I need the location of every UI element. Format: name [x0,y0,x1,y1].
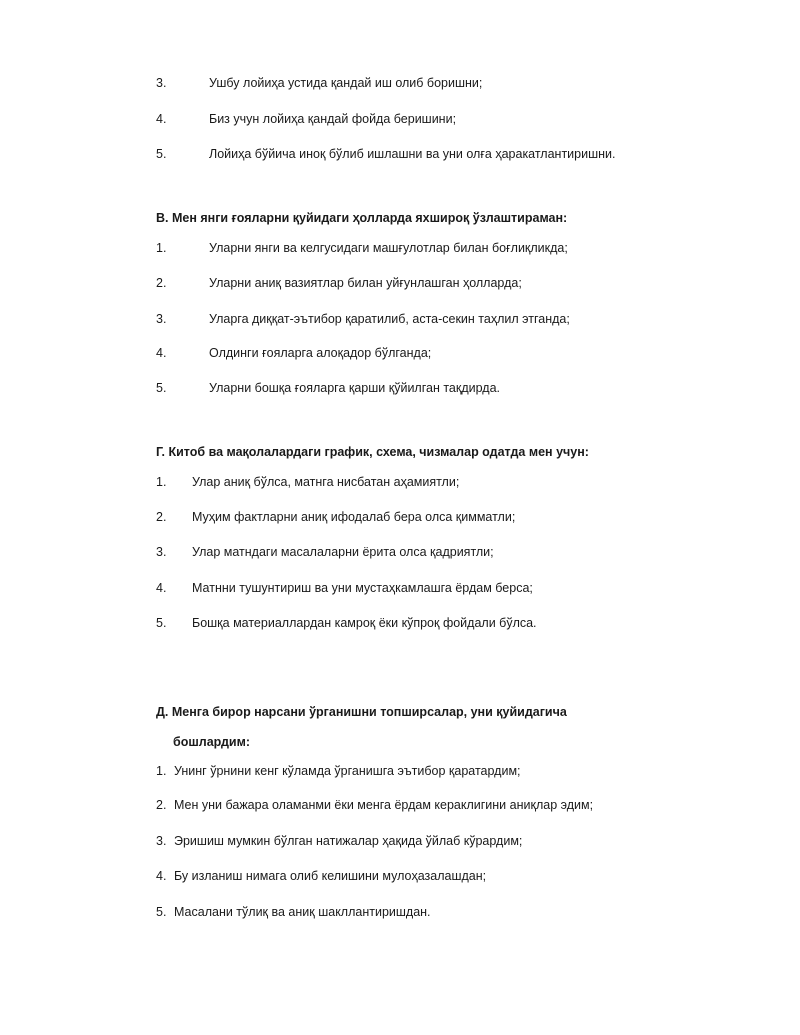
list-item-text: Улар матндаги масалаларни ёрита олса қадриятли; [192,545,494,559]
list-item-text: Лойиҳа бўйича иноқ бўлиб ишлашни ва уни олға ҳаракатлантиришни. [209,147,616,161]
list-item-text: Бошқа материаллардан камроқ ёки кўпроқ фойдали бўлса. [192,616,537,630]
list-item-text: Улар аниқ бўлса, матнга нисбатан аҳамиятли; [192,475,460,489]
list-item-number: 5. [156,381,167,395]
list-item-text: Уларни бошқа ғояларга қарши қўйилган тақдирда. [209,381,500,395]
list-item-number: 2. [156,798,167,812]
list-item-text: Бу изланиш нимага олиб келишини мулоҳазалашдан; [174,869,487,883]
list-item-number: 4. [156,581,167,595]
list-item-number: 1. [156,475,167,489]
list-item-number: 1. [156,764,167,778]
list-item-number: 5. [156,616,167,630]
list-item-text: Унинг ўрнини кенг кўламда ўрганишга эътибор қаратардим; [174,764,521,778]
list-item-number: 4. [156,869,167,883]
list-item-number: 4. [156,112,167,126]
list-item-text: Эришиш мумкин бўлган натижалар ҳақида ўйлаб кўрардим; [174,834,523,848]
list-item-number: 5. [156,147,167,161]
list-item-number: 3. [156,834,167,848]
list-item-number: 3. [156,545,167,559]
list-item-text: Муҳим фактларни аниқ ифодалаб бера олса қимматли; [192,510,516,524]
list-item-text: Биз учун лойиҳа қандай фойда беришини; [209,112,457,126]
list-item-text: Олдинги ғояларга алоқадор бўлганда; [209,346,432,360]
section-heading: Д. Менга бирор нарсани ўрганишни топширсалар, уни қуйидагича [156,705,567,719]
list-item-number: 1. [156,241,167,255]
list-item-number: 2. [156,510,167,524]
list-item-text: Уларни янги ва келгусидаги машғулотлар билан боғлиқликда; [209,241,568,255]
list-item-text: Мен уни бажара оламанми ёки менга ёрдам кераклигини аниқлар эдим; [174,798,594,812]
section-heading-continuation: бошлардим: [173,735,251,749]
list-item-text: Масалани тўлиқ ва аниқ шакллантиришдан. [174,905,431,919]
list-item-number: 2. [156,276,167,290]
section-heading: Г. Китоб ва мақолалардаги график, схема, чизмалар одатда мен учун: [156,445,589,459]
list-item-text: Уларга диққат-эътибор қаратилиб, аста-секин таҳлил этганда; [209,312,570,326]
list-item-number: 3. [156,312,167,326]
list-item-text: Уларни аниқ вазиятлар билан уйғунлашган ҳолларда; [209,276,522,290]
section-heading: В. Мен янги ғояларни қуйидаги ҳолларда яхшироқ ўзлаштираман: [156,211,568,225]
list-item-text: Матнни тушунтириш ва уни мустаҳкамлашга ёрдам берса; [192,581,533,595]
list-item-text: Ушбу лойиҳа устида қандай иш олиб боришни; [209,76,483,90]
list-item-number: 3. [156,76,167,90]
list-item-number: 5. [156,905,167,919]
list-item-number: 4. [156,346,167,360]
